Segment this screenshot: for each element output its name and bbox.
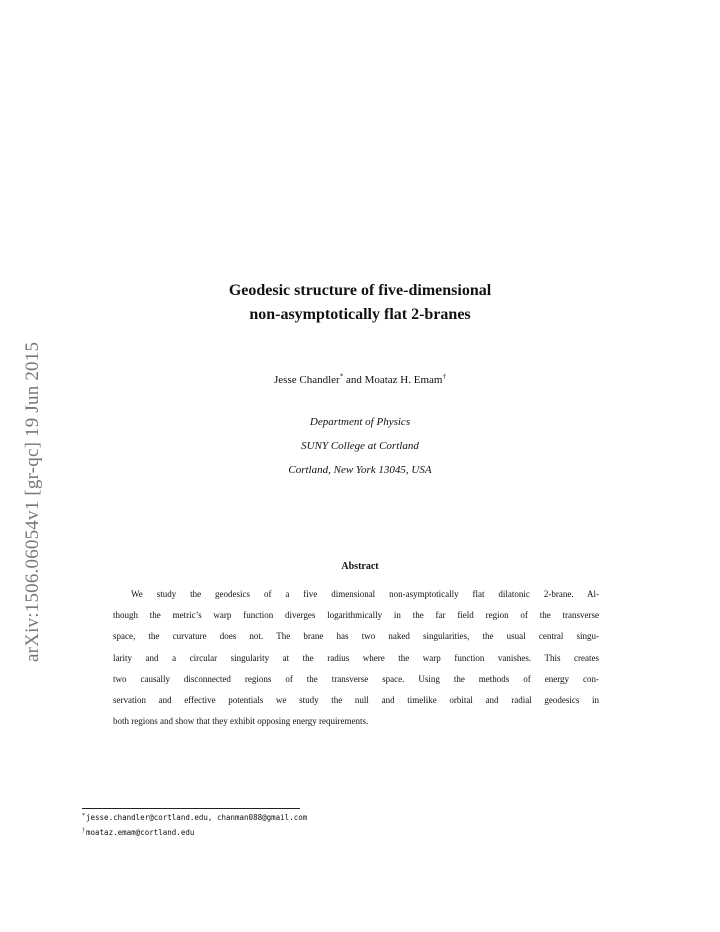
abstract-line: two causally disconnected regions of the transverse space. Using the methods of energy con- — [113, 673, 599, 684]
paper-title-line-2: non-asymptotically flat 2-branes — [249, 306, 471, 323]
abstract-line: larity and a circular singularity at the radius where the warp function vanishes. This creates — [113, 652, 599, 663]
author-connector: and — [343, 374, 365, 386]
affiliation-address: Cortland, New York 13045, USA — [288, 464, 432, 476]
footnote-2 — [82, 828, 194, 837]
author-list — [0, 374, 720, 386]
footnote-email-2: moataz.emam@cortland.edu — [86, 828, 195, 837]
author-footnote-mark-1: * — [339, 372, 344, 381]
abstract-line: We study the geodesics of a five dimensional non-asymptotically flat dilatonic 2-brane. Al- — [131, 589, 599, 599]
abstract-line: though the metric’s warp function diverges logarithmically in the far field region of the transverse — [113, 610, 599, 621]
abstract-body — [113, 584, 599, 732]
abstract-line: both regions and show that they exhibit opposing energy requirements. — [113, 716, 369, 727]
author-footnote-mark-2: † — [442, 372, 446, 381]
abstract-line: servation and effective potentials we study the null and timelike orbital and radial geodesics in — [113, 694, 599, 705]
arxiv-identifier-stamp: arXiv:1506.06054v1 [gr-qc] 19 Jun 2015 — [22, 341, 43, 662]
footnote-mark-2: † — [82, 827, 85, 834]
footnote-mark-1: * — [82, 812, 85, 819]
footnote-email-1: jesse.chandler@cortland.edu, chanman088@gmail.com — [86, 813, 308, 822]
paper-title-line-1: Geodesic structure of five-dimensional — [228, 282, 492, 299]
abstract-line: space, the curvature does not. The brane has two naked singularities, the usual central singu- — [113, 631, 599, 642]
footnote-divider — [82, 808, 300, 809]
abstract-heading: Abstract — [341, 561, 379, 572]
affiliation-institution: SUNY College at Cortland — [301, 440, 419, 452]
footnote-1 — [82, 813, 307, 822]
affiliation-department: Department of Physics — [309, 416, 411, 428]
author-name-2: Moataz H. Emam — [364, 374, 443, 386]
author-name-1: Jesse Chandler — [274, 374, 340, 386]
